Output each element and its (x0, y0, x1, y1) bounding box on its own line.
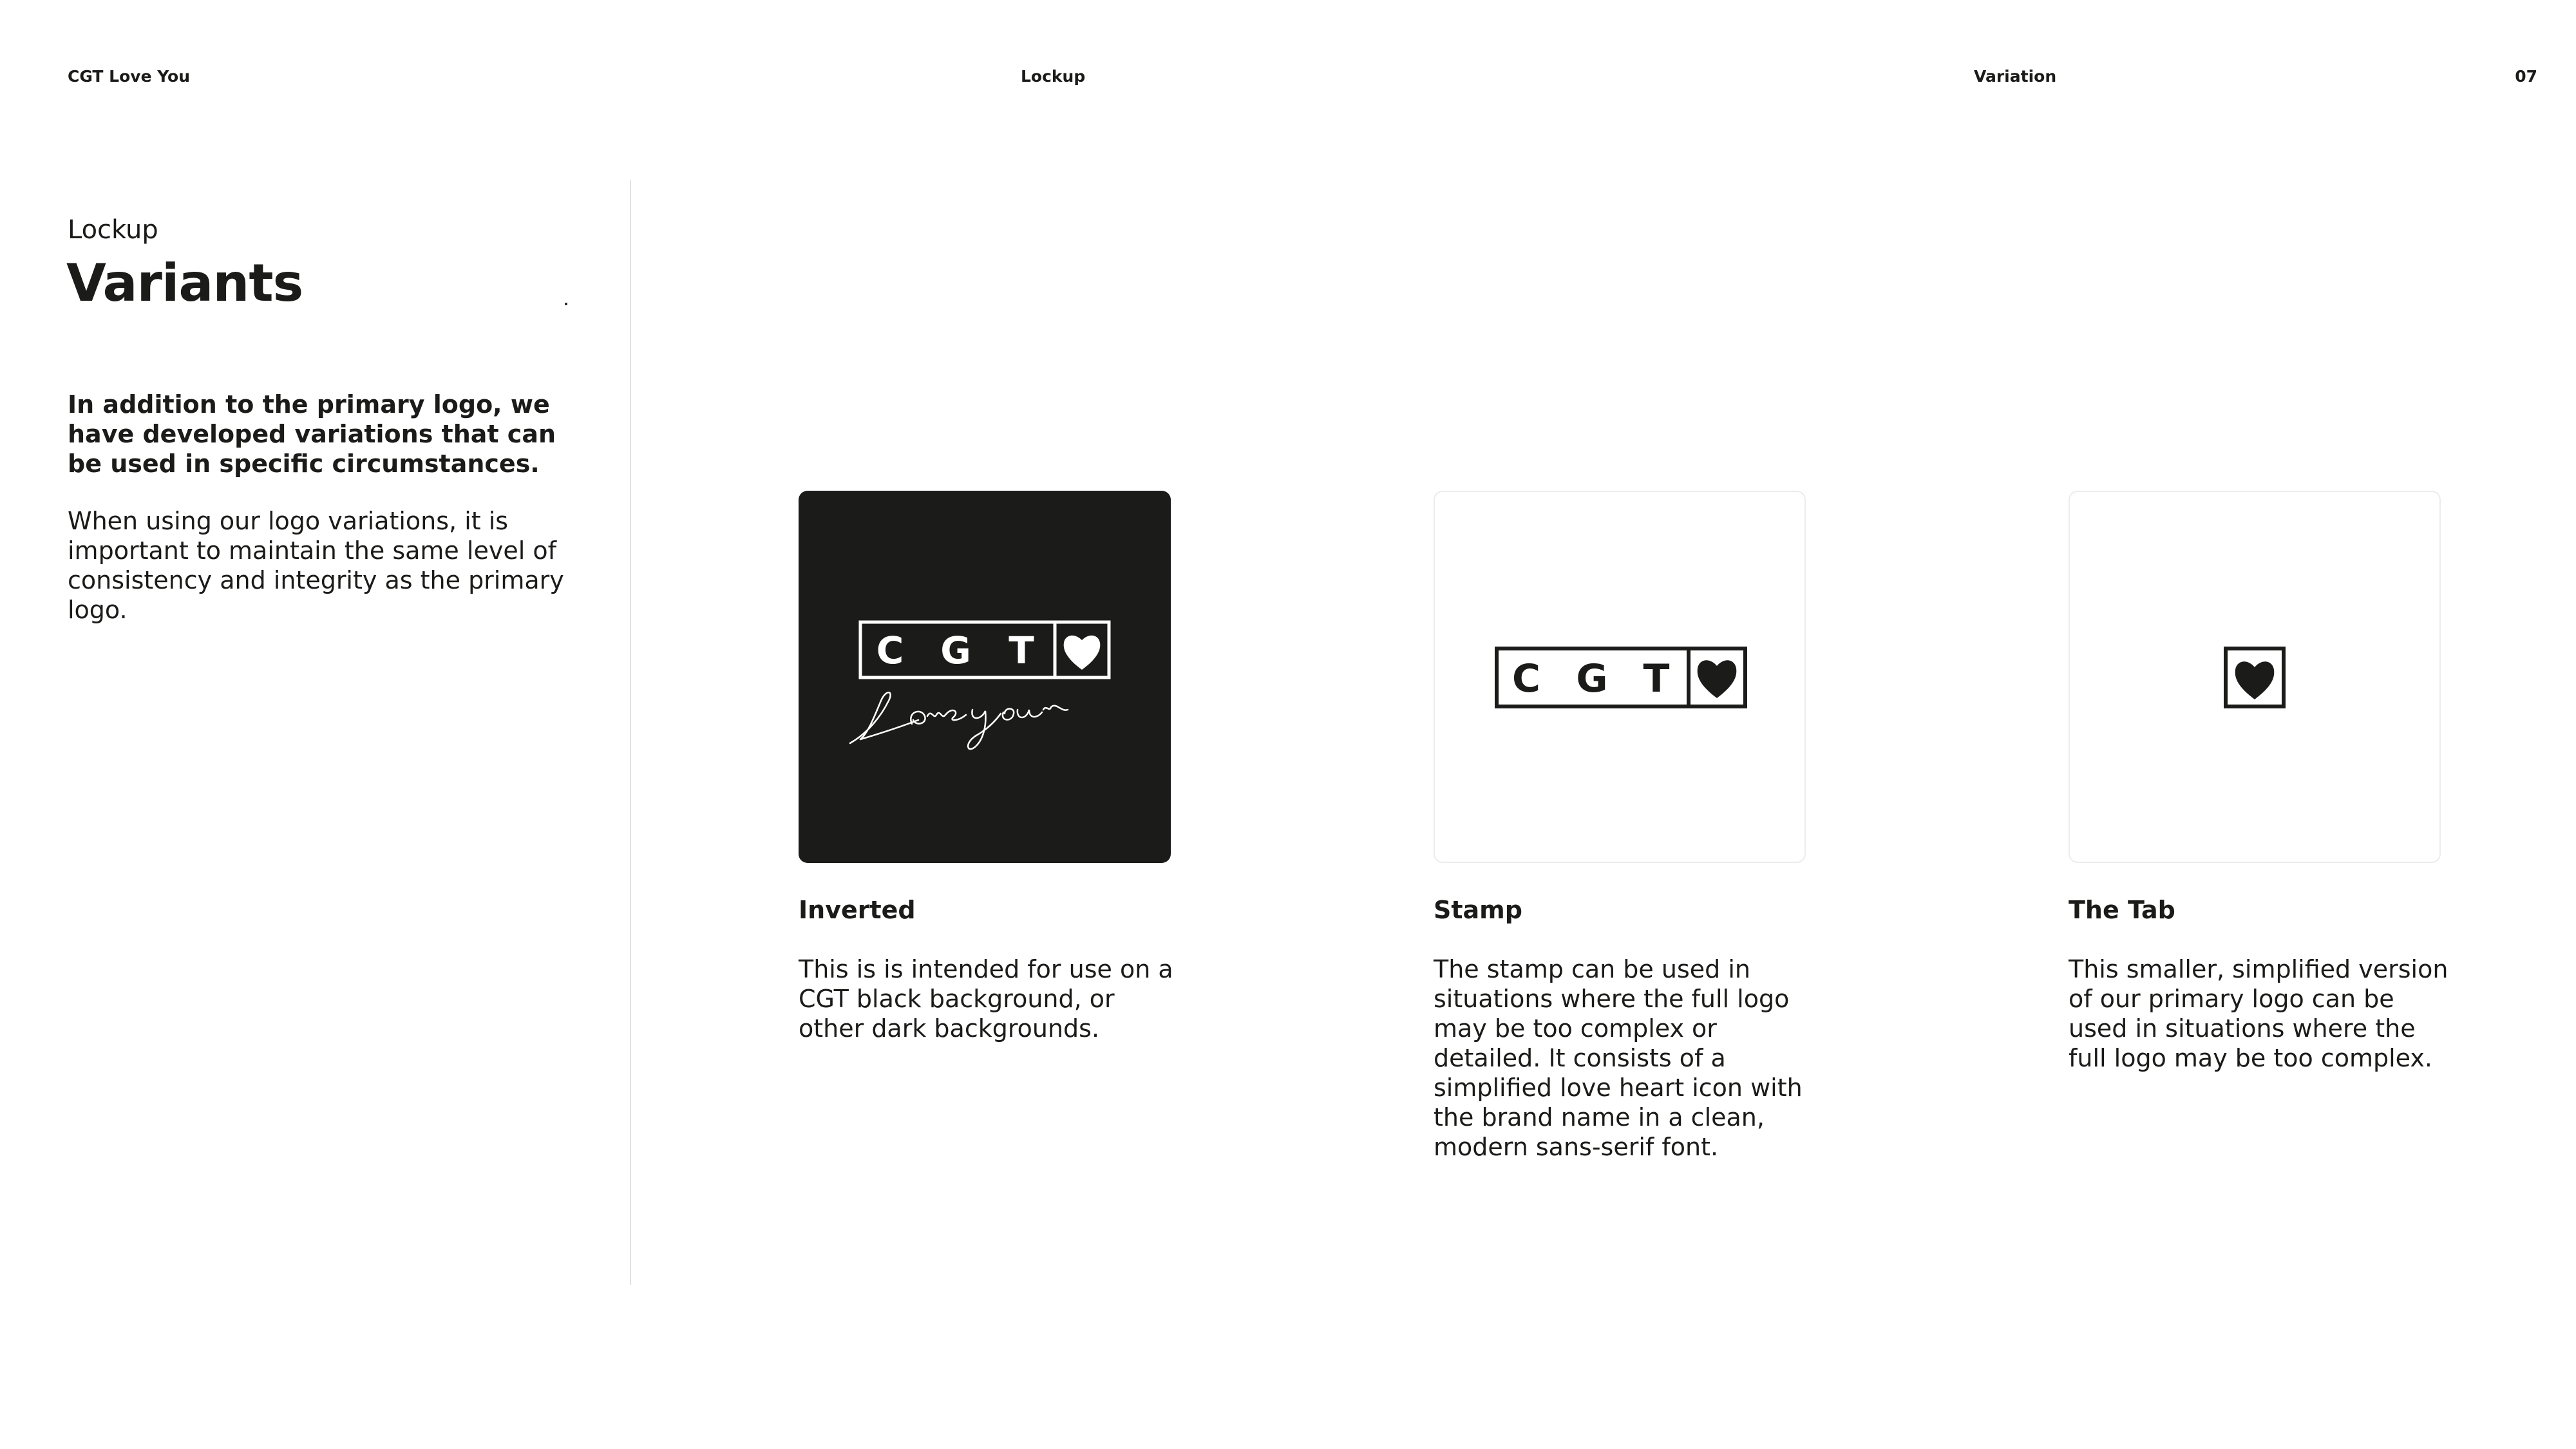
cgt-stamp-logo-icon (1435, 492, 1807, 864)
heart-tab-logo-icon (2070, 492, 2442, 864)
logo-letter-g: G (940, 629, 971, 672)
logo-letter-c: C (876, 629, 904, 672)
heart-icon (1698, 660, 1737, 698)
variant-desc-inverted: This is is intended for use on a CGT black background, or other dark backgrounds. (799, 955, 1173, 1043)
column-divider (630, 180, 631, 1285)
inverted-logo-card (799, 491, 1171, 863)
variant-title-inverted: Inverted (799, 896, 916, 924)
stamp-letter-g: G (1576, 656, 1608, 701)
stamp-letter-t: T (1643, 656, 1670, 701)
header-subsection: Variation (1974, 67, 2057, 86)
logo-letter-t: T (1009, 629, 1034, 672)
tab-logo-card (2069, 491, 2441, 863)
stamp-letter-c: C (1511, 656, 1541, 701)
header-brand: CGT Love You (68, 67, 191, 86)
intro-body: When using our logo variations, it is important to maintain the same level of consistency and integrity as the primary logo. (68, 507, 564, 624)
variant-title-tab: The Tab (2069, 896, 2175, 924)
heart-icon (1064, 636, 1101, 670)
variant-desc-tab: This smaller, simplified version of our primary logo can be used in situations where the full logo may be too complex. (2069, 955, 2448, 1072)
cgt-love-you-logo-inverted-icon (799, 491, 1171, 863)
stamp-logo-card (1434, 491, 1806, 863)
variant-title-stamp: Stamp (1434, 896, 1522, 924)
section-kicker: Lockup (68, 215, 158, 245)
page-number: 07 (2515, 67, 2537, 86)
decorative-dot (565, 303, 567, 305)
variant-desc-stamp: The stamp can be used in situations where the full logo may be too complex or detailed. It consists of a simplified love heart icon with the brand name in a clean, modern sans-serif font. (1434, 955, 1803, 1161)
heart-icon (2235, 661, 2275, 699)
page-title: Variants (66, 253, 303, 313)
header-section: Lockup (1021, 67, 1086, 86)
intro-lead: In addition to the primary logo, we have developed variations that can be used in specific circumstances. (68, 390, 556, 478)
